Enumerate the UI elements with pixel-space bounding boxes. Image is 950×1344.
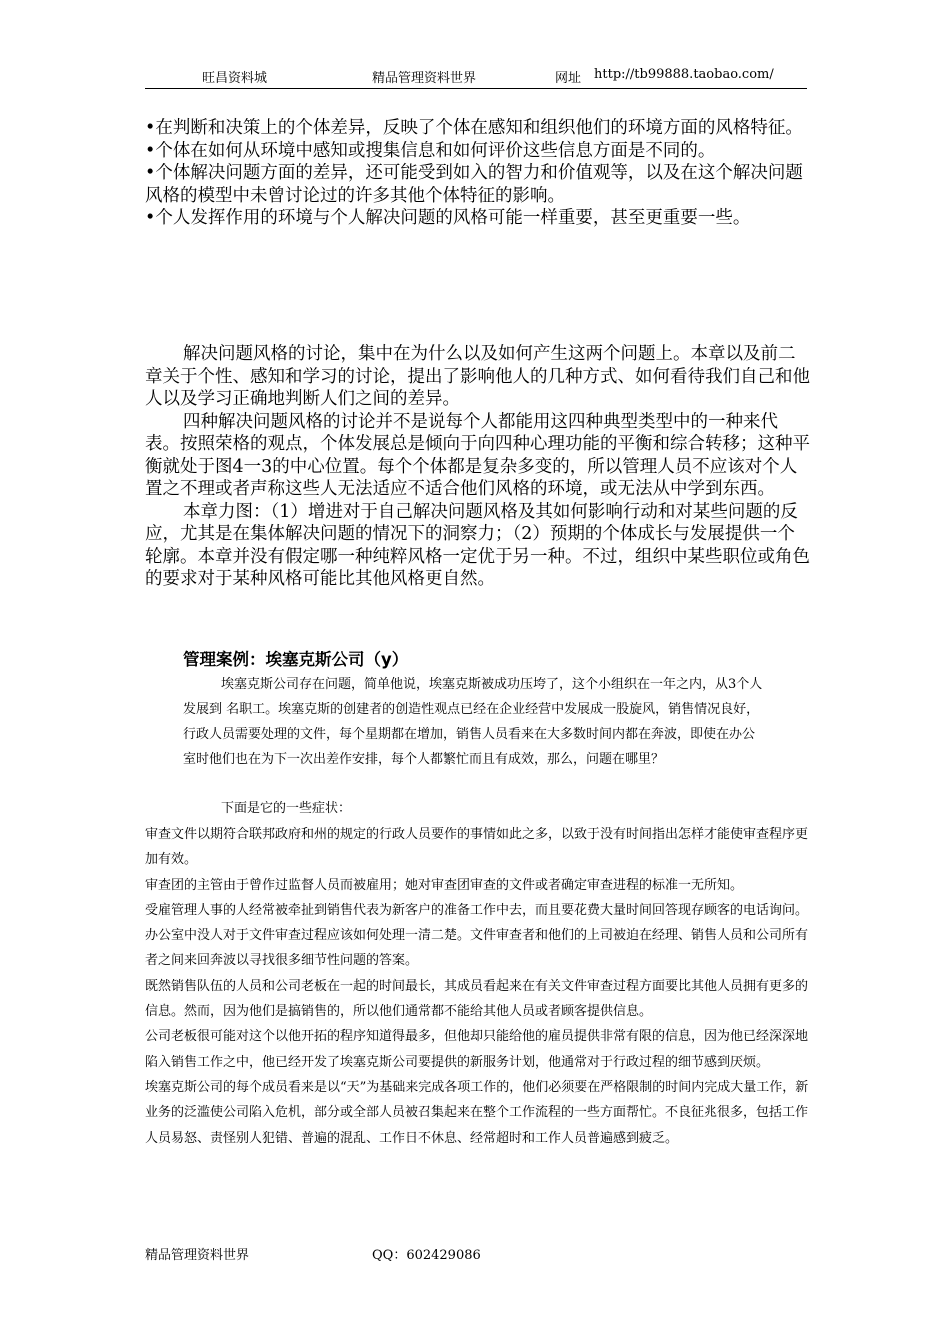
case-title: 管理案例：埃塞克斯公司（y） [183,650,409,669]
symptom-item: 埃塞克斯公司的每个成员看来是以“天”为基础来完成各项工作的，他们必须要在严格限制的时间内完成大量工作，新业务的泛滥使公司陷入危机，部分或全部人员被召集起来在整个工作流程的一些方面帮忙。不良征兆很多，包括工作人员易怒、责怪别人犯错、普遍的混乱、工作日不休息、经常超时和工作人员普遍感到疲乏。 [145,1079,809,1146]
symptom-item: 审查团的主管由于曾作过监督人员而被雇用；她对审查团审查的文件或者确定审查进程的标准一无所知。 [145,877,744,893]
body-paragraph: 四种解决问题风格的讨论并不是说每个人都能用这四种典型类型中的一种来代表。按照荣格的观点，个体发展总是倾向于向四种心理功能的平衡和综合转移；这种平衡就处于图4一3的中心位置。每个个体都是复杂多变的，所以管理人员不应该对个人置之不理或者声称这些人无法适应不适合他们风格的环境，或无法从中学到东西。 [145,411,810,499]
symptom-item: 公司老板很可能对这个以他开拓的程序知道得最多，但他却只能给他的雇员提供非常有限的信息，因为他已经深深地陷入销售工作之中，他已经开发了埃塞克斯公司要提供的新服务计划，他通常对于行政过程的细节感到厌烦。 [145,1029,809,1070]
body-paragraphs [145,343,810,591]
body-paragraph: 解决问题风格的讨论，集中在为什么以及如何产生这两个问题上。本章以及前二章关于个性、感知和学习的讨论，提出了影响他人的几种方式、如何看待我们自己和他人以及学习正确地判断人们之间的差异。 [145,344,810,409]
bullet-item: •个体解决问题方面的差异，还可能受到如入的智力和价值观等，以及在这个解决问题风格的模型中未曾讨论过的许多其他个体特征的影响。 [145,163,803,206]
header-center-text: 精品管理资料世界 [372,71,477,86]
symptoms-list [145,822,809,1151]
page-header [145,67,807,87]
body-paragraph: 本章力图：（1）增进对于自己解决问题风格及其如何影响行动和对某些问题的反应，尤其是在集体解决问题的情况下的洞察力；（2）预期的个体成长与发展提供一个轮廓。本章并没有假定哪一种纯粹风格一定优于另一种。不过，组织中某些职位或角色的要求对于某种风格可能比其他风格更自然。 [145,501,810,589]
header-rule [145,88,807,89]
symptom-item: 既然销售队伍的人员和公司老板在一起的时间最长，其成员看起来在有关文件审查过程方面要比其他人员拥有更多的信息。然而，因为他们是搞销售的，所以他们通常都不能给其他人员或者顾客提供信息。 [145,978,809,1020]
footer-qq: QQ：602429086 [372,1248,481,1263]
symptom-item: 受雇管理人事的人经常被牵扯到销售代表为新客户的准备工作中去，而且要花费大量时间回答现存顾客的电话询问。 [145,902,809,918]
bullet-item: •个人发挥作用的环境与个人解决问题的风格可能一样重要，甚至更重要一些。 [145,208,751,228]
case-intro-paragraph: 埃塞克斯公司存在问题，简单他说，埃塞克斯被成功压垮了，这个小组织在一年之内，从3个人发展到 名职工。埃塞克斯的创建者的创造性观点已经在企业经营中发展成一股旋风，销售情况良好，行政人员需要处理的文件，每个星期都在增加，销售人员看来在大多数时间内都在奔波，即使在办公室时他们也在为下一次出差作安排，每个人都繁忙而且有成效，那么，问题在哪里？ [183,677,763,767]
case-intro [183,672,763,772]
footer-left-text: 精品管理资料世界 [145,1248,250,1263]
bullet-item: •个体在如何从环境中感知或搜集信息和如何评价这些信息方面是不同的。 [145,140,716,161]
header-url-label: 网址 [555,71,582,86]
symptom-item: 审查文件以期符合联邦政府和州的规定的行政人员要作的事情如此之多，以致于没有时间指出怎样才能使审查程序更加有效。 [145,827,809,868]
header-left-text: 旺昌资料城 [202,71,268,86]
bullet-item: •在判断和决策上的个体差异，反映了个体在感知和组织他们的环境方面的风格特征。 [145,118,803,138]
header-url: http://tb99888.taobao.com/ [594,67,774,82]
symptom-item: 办公室中没人对于文件审查过程应该如何处理一清二楚。文件审查者和他们的上司被迫在经理、销售人员和公司所有者之间来回奔波以寻找很多细节性问题的答案。 [145,928,809,969]
bullet-list [145,117,810,230]
symptoms-heading: 下面是它的一些症状： [221,801,352,816]
